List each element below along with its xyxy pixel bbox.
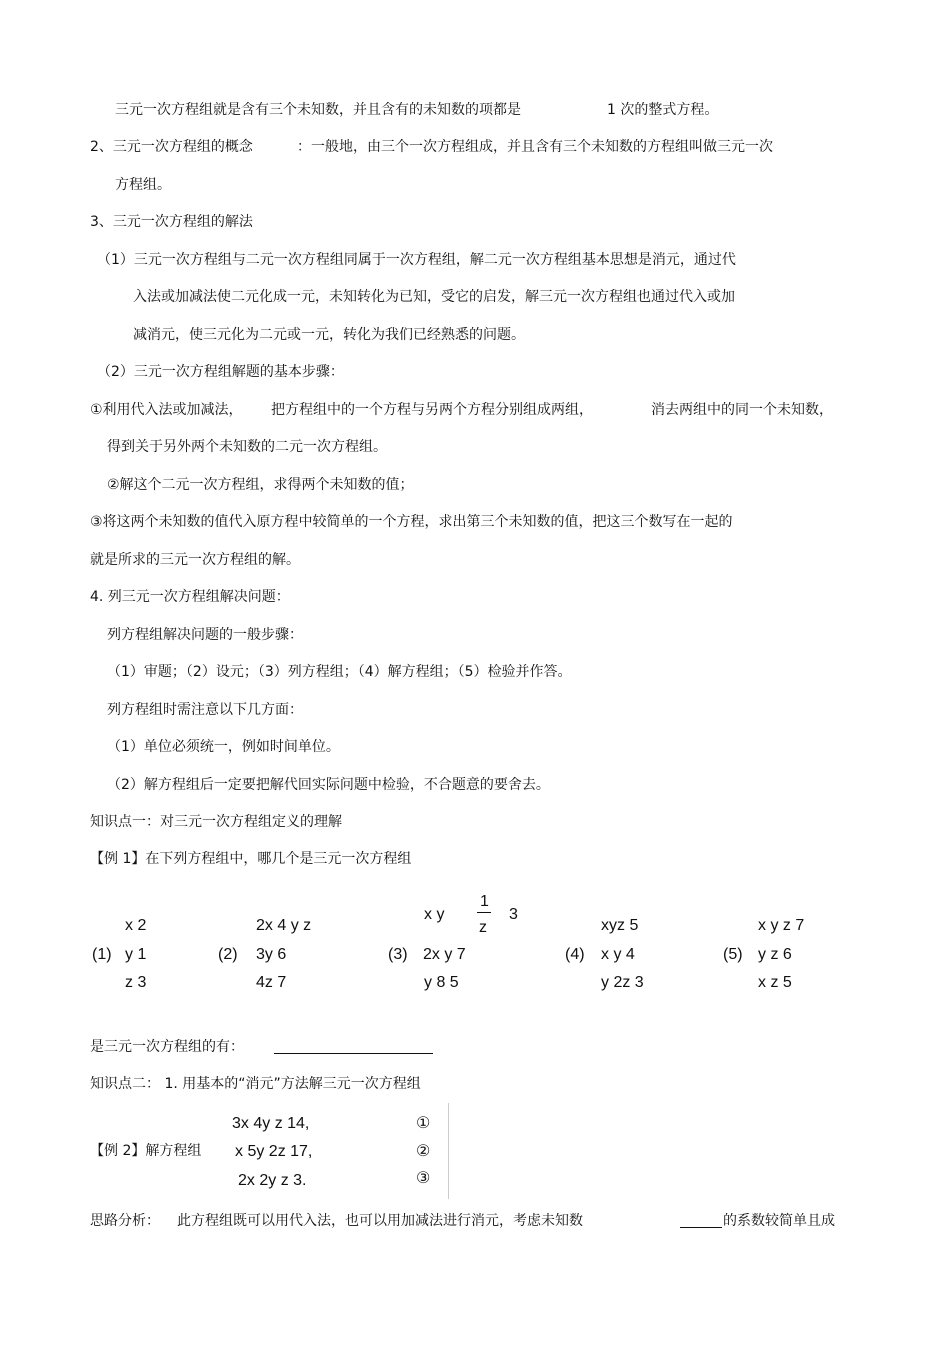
- fraction-numerator: 1: [480, 893, 489, 910]
- equation-row: y 8 5: [424, 974, 459, 991]
- text: ①利用代入法或加减法，: [90, 402, 243, 418]
- equation-row: xyz 5: [601, 917, 639, 934]
- text: 的系数较简单且成: [723, 1213, 835, 1229]
- answer-prompt: 是三元一次方程组的有：: [90, 1039, 244, 1055]
- equation-marker: ③: [416, 1170, 431, 1187]
- section-heading: 4. 列三元一次方程组解决问题：: [90, 589, 290, 605]
- text: （1）审题；（2）设元；（3）列方程组；（4）解方程组；（5）检验并作答。: [107, 664, 572, 680]
- example-heading: 【例 2】解方程组: [90, 1143, 202, 1159]
- text: 就是所求的三元一次方程组的解。: [90, 552, 300, 568]
- knowledge-point-heading: 知识点二： 1. 用基本的“消元”方法解三元一次方程组: [90, 1076, 421, 1092]
- text: 入法或加减法使二元化成一元，未知转化为已知，受它的启发，解三元一次方程组也通过代入或加: [133, 289, 735, 305]
- section-heading: 2、三元一次方程组的概念: [90, 139, 253, 155]
- system-label: (5): [723, 946, 743, 963]
- section-heading: 3、三元一次方程组的解法: [90, 214, 253, 230]
- equation-row: y 1: [125, 946, 147, 963]
- text: 此方程组既可以用代入法，也可以用加减法进行消元，考虑未知数: [177, 1213, 583, 1229]
- text: （1）三元一次方程组与二元一次方程组同属于一次方程组，解二元一次方程组基本思想是消元，通过代: [97, 252, 736, 268]
- equation-row: 2x y 7: [423, 946, 466, 963]
- text: 三元一次方程组就是含有三个未知数，并且含有的未知数的项都是: [115, 102, 521, 118]
- text: 把方程组中的一个方程与另两个方程分别组成两组，: [271, 402, 593, 418]
- fraction-denominator: z: [479, 919, 487, 936]
- system-label: (4): [565, 946, 585, 963]
- equation-row: 4z 7: [256, 974, 287, 991]
- text: （2）解方程组后一定要把解代回实际问题中检验，不合题意的要舍去。: [107, 777, 550, 793]
- equation-marker: ②: [416, 1143, 431, 1160]
- equation-row: x z 5: [758, 974, 792, 991]
- equation-row: 3: [509, 906, 518, 923]
- system-label: (1): [92, 946, 112, 963]
- equation-row: x 5y 2z 17,: [235, 1143, 313, 1160]
- label: 思路分析：: [90, 1213, 160, 1229]
- equation-row: y 2z 3: [601, 974, 644, 991]
- equation-row: y z 6: [758, 946, 792, 963]
- equation-row: 3y 6: [256, 946, 287, 963]
- equation-row: 3x 4y z 14,: [232, 1115, 310, 1132]
- text: （2）三元一次方程组解题的基本步骤：: [97, 364, 344, 380]
- equation-row: x 2: [125, 917, 147, 934]
- system-label: (2): [218, 946, 238, 963]
- equation-row: z 3: [125, 974, 147, 991]
- text: ③将这两个未知数的值代入原方程中较简单的一个方程，求出第三个未知数的值，把这三个数写在一起的: [90, 514, 733, 530]
- equation-row: 2x 4 y z: [256, 917, 312, 934]
- text: ②解这个二元一次方程组，求得两个未知数的值；: [107, 477, 414, 493]
- fraction-bar: [477, 912, 491, 913]
- equation-row: x y 4: [601, 946, 635, 963]
- text: （1）单位必须统一，例如时间单位。: [107, 739, 340, 755]
- knowledge-point-heading: 知识点一：对三元一次方程组定义的理解: [90, 814, 342, 830]
- equation-row: x y: [424, 906, 445, 923]
- text: 列方程组解决问题的一般步骤：: [107, 627, 303, 643]
- text: ：一般地，由三个一次方程组成，并且含有三个未知数的方程组叫做三元一次: [297, 139, 773, 155]
- text: 消去两组中的同一个未知数，: [651, 402, 833, 418]
- answer-blank[interactable]: [680, 1227, 722, 1228]
- text: 方程组。: [115, 177, 171, 193]
- divider: [448, 1103, 449, 1199]
- text: 得到关于另外两个未知数的二元一次方程组。: [107, 439, 387, 455]
- system-label: (3): [388, 946, 408, 963]
- text: 1 次的整式方程。: [607, 102, 719, 118]
- example-heading: 【例 1】在下列方程组中，哪几个是三元一次方程组: [90, 851, 412, 867]
- equation-marker: ①: [416, 1115, 431, 1132]
- text: 减消元，使三元化为二元或一元，转化为我们已经熟悉的问题。: [133, 327, 525, 343]
- answer-blank[interactable]: [274, 1053, 433, 1054]
- equation-row: 2x 2y z 3.: [238, 1172, 307, 1189]
- equation-row: x y z 7: [758, 917, 805, 934]
- text: 列方程组时需注意以下几方面：: [107, 702, 303, 718]
